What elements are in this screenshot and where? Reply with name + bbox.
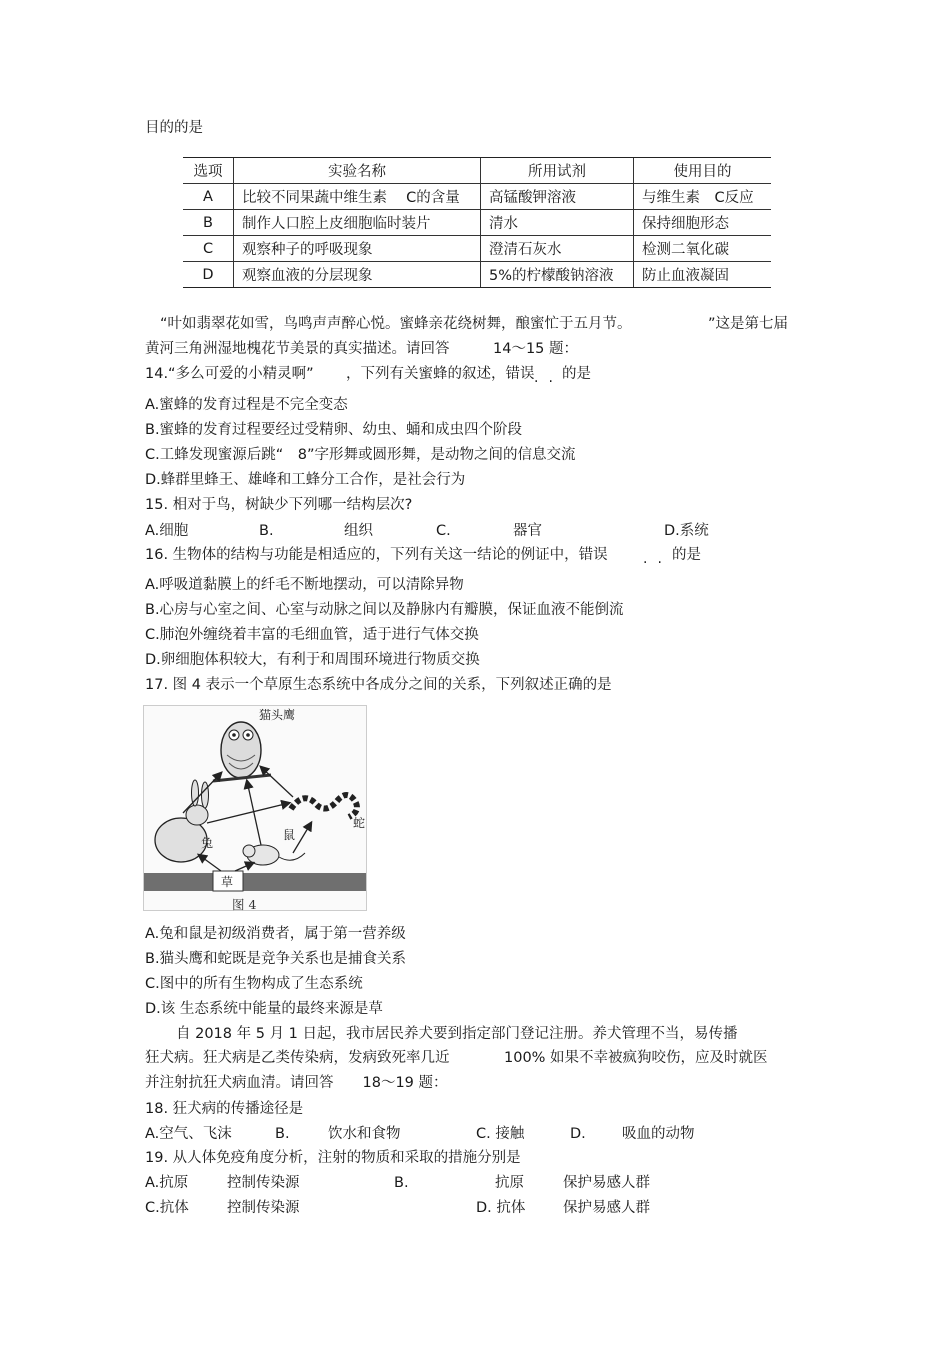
q18-option-b-text: 饮水和食物 — [328, 1126, 401, 1142]
q19-stem: 19. 从人体免疫角度分析，注射的物质和采取的措施分别是 — [145, 1150, 521, 1166]
q16-emphasis-dots: .. — [643, 551, 672, 567]
table-cell: 澄清石灰水 — [481, 236, 634, 262]
q15-option-b-letter: B. — [259, 523, 274, 539]
q14-stem-a: 14.“多么可爱的小精灵啊” — [145, 366, 314, 382]
q17-stem: 17. 图 4 表示一个草原生态系统中各成分之间的关系，下列叙述正确的是 — [145, 677, 612, 693]
passage2-line2b: 100% — [504, 1050, 546, 1066]
col-header-reagent: 所用试剂 — [481, 158, 634, 184]
table-cell: 观察血液的分层现象 — [234, 262, 481, 288]
q18-option-d-letter: D. — [570, 1126, 586, 1142]
q15-stem: 15. 相对于鸟，树缺少下列哪一结构层次? — [145, 497, 413, 513]
q15-option-c-letter: C. — [436, 523, 451, 539]
table-row — [183, 262, 771, 288]
q19-option-b-text1: 抗原 — [495, 1175, 524, 1191]
q17-option-d: D.该 生态系统中能量的最终来源是草 — [145, 1001, 383, 1017]
q19-option-c-text: 控制传染源 — [227, 1200, 300, 1216]
table-cell: A — [183, 184, 234, 210]
q18-option-b-letter: B. — [275, 1126, 290, 1142]
q19-option-b-text2: 保护易感人群 — [563, 1175, 650, 1191]
owl-label: 猫头鹰 — [259, 708, 296, 722]
q18-option-a: A.空气、飞沫 — [145, 1126, 232, 1142]
ground-strip — [144, 873, 366, 891]
snake-label: 蛇 — [353, 816, 366, 830]
q16-option-c: C.肺泡外缠绕着丰富的毛细血管，适于进行气体交换 — [145, 627, 479, 643]
col-header-purpose: 使用目的 — [634, 158, 772, 184]
q14-option-d: D.蜂群里蜂王、雄峰和工蜂分工合作，是社会行为 — [145, 472, 466, 488]
q19-option-a-text: 控制传染源 — [227, 1175, 300, 1191]
q15-option-c-text: 器官 — [513, 523, 542, 539]
table-cell: 与维生素 C反应 — [634, 184, 772, 210]
grass-label: 草 — [221, 875, 234, 889]
q16-option-a: A.呼吸道黏膜上的纤毛不断地摆动，可以清除异物 — [145, 577, 464, 593]
q19-option-d: D. 抗体 — [476, 1200, 526, 1216]
q17-option-c: C.图中的所有生物构成了生态系统 — [145, 976, 363, 992]
q14-stem-b: ，下列有关蜜蜂的叙述，错误 — [346, 366, 535, 382]
table-cell: C — [183, 236, 234, 262]
table-cell: 制作人口腔上皮细胞临时装片 — [234, 210, 481, 236]
table-cell: 清水 — [481, 210, 634, 236]
q14-option-c: C.工蜂发现蜜源后跳“ 8”字形舞或圆形舞，是动物之间的信息交流 — [145, 447, 576, 463]
q19-option-c: C.抗体 — [145, 1200, 189, 1216]
table-cell: D — [183, 262, 234, 288]
passage2-line2a: 狂犬病。狂犬病是乙类传染病，发病致死率几近 — [145, 1050, 450, 1066]
table-row — [183, 236, 771, 262]
intro-text: 目的的是 — [145, 120, 203, 136]
passage2-line1: 自 2018 年 5 月 1 日起，我市居民养犬要到指定部门登记注册。养犬管理不当，易传播 — [176, 1026, 738, 1042]
passage1-line2: 黄河三角洲湿地槐花节美景的真实描述。请回答 14～15 题： — [145, 341, 579, 357]
q16-option-b: B.心房与心室之间、心室与动脉之间以及静脉内有瓣膜，保证血液不能倒流 — [145, 602, 624, 618]
q15-option-a: A.细胞 — [145, 523, 189, 539]
q16-stem-a: 16. 生物体的结构与功能是相适应的，下列有关这一结论的例证中，错误 — [145, 547, 608, 563]
col-header-option: 选项 — [183, 158, 234, 184]
q15-option-d: D.系统 — [664, 523, 709, 539]
q18-option-c: C. 接触 — [476, 1126, 525, 1142]
experiment-table — [183, 157, 771, 288]
passage2-line3: 并注射抗狂犬病血清。请回答 18～19 题： — [145, 1075, 448, 1091]
passage1-line1b: ”这是第七届 — [708, 316, 789, 332]
rabbit-label: 兔 — [201, 836, 214, 850]
table-cell: 检测二氧化碳 — [634, 236, 772, 262]
table-row — [183, 210, 771, 236]
q19-option-a: A.抗原 — [145, 1175, 189, 1191]
q14-option-a: A.蜜蜂的发育过程是不完全变态 — [145, 397, 348, 413]
q19-option-d-text: 保护易感人群 — [563, 1200, 650, 1216]
q14-emphasis-dots: .. — [534, 370, 563, 386]
q16-option-d: D.卵细胞体积较大，有利于和周围环境进行物质交换 — [145, 652, 480, 668]
q15-option-b-text: 组织 — [344, 523, 373, 539]
col-header-experiment: 实验名称 — [234, 158, 481, 184]
q17-option-b: B.猫头鹰和蛇既是竞争关系也是捕食关系 — [145, 951, 407, 967]
q17-option-a: A.兔和鼠是初级消费者，属于第一营养级 — [145, 926, 406, 942]
passage1-line1a: “叶如翡翠花如雪，鸟鸣声声醉心悦。蜜蜂亲花绕树舞，酿蜜忙于五月节。 — [160, 316, 632, 332]
table-header-row — [183, 158, 771, 184]
food-web-figure — [143, 705, 367, 911]
table-cell: 5%的柠檬酸钠溶液 — [481, 262, 634, 288]
passage2-line2c: 如果不幸被疯狗咬伤，应及时就医 — [550, 1050, 768, 1066]
table-cell: 保持细胞形态 — [634, 210, 772, 236]
q19-option-b-letter: B. — [394, 1175, 409, 1191]
table-cell: B — [183, 210, 234, 236]
q14-stem-c: 的是 — [562, 366, 591, 382]
q16-stem-b: 的是 — [672, 547, 701, 563]
table-cell: 观察种子的呼吸现象 — [234, 236, 481, 262]
table-cell: 比较不同果蔬中维生素 C的含量 — [234, 184, 481, 210]
table-cell: 防止血液凝固 — [634, 262, 772, 288]
table-cell: 高锰酸钾溶液 — [481, 184, 634, 210]
q18-option-d-text: 吸血的动物 — [622, 1126, 695, 1142]
mouse-label: 鼠 — [283, 828, 296, 842]
q14-option-b: B.蜜蜂的发育过程要经过受精卵、幼虫、蛹和成虫四个阶段 — [145, 422, 523, 438]
table-row — [183, 184, 771, 210]
figure-caption: 图 4 — [232, 897, 257, 912]
q18-stem: 18. 狂犬病的传播途径是 — [145, 1101, 304, 1117]
food-web-illustration — [143, 705, 367, 911]
